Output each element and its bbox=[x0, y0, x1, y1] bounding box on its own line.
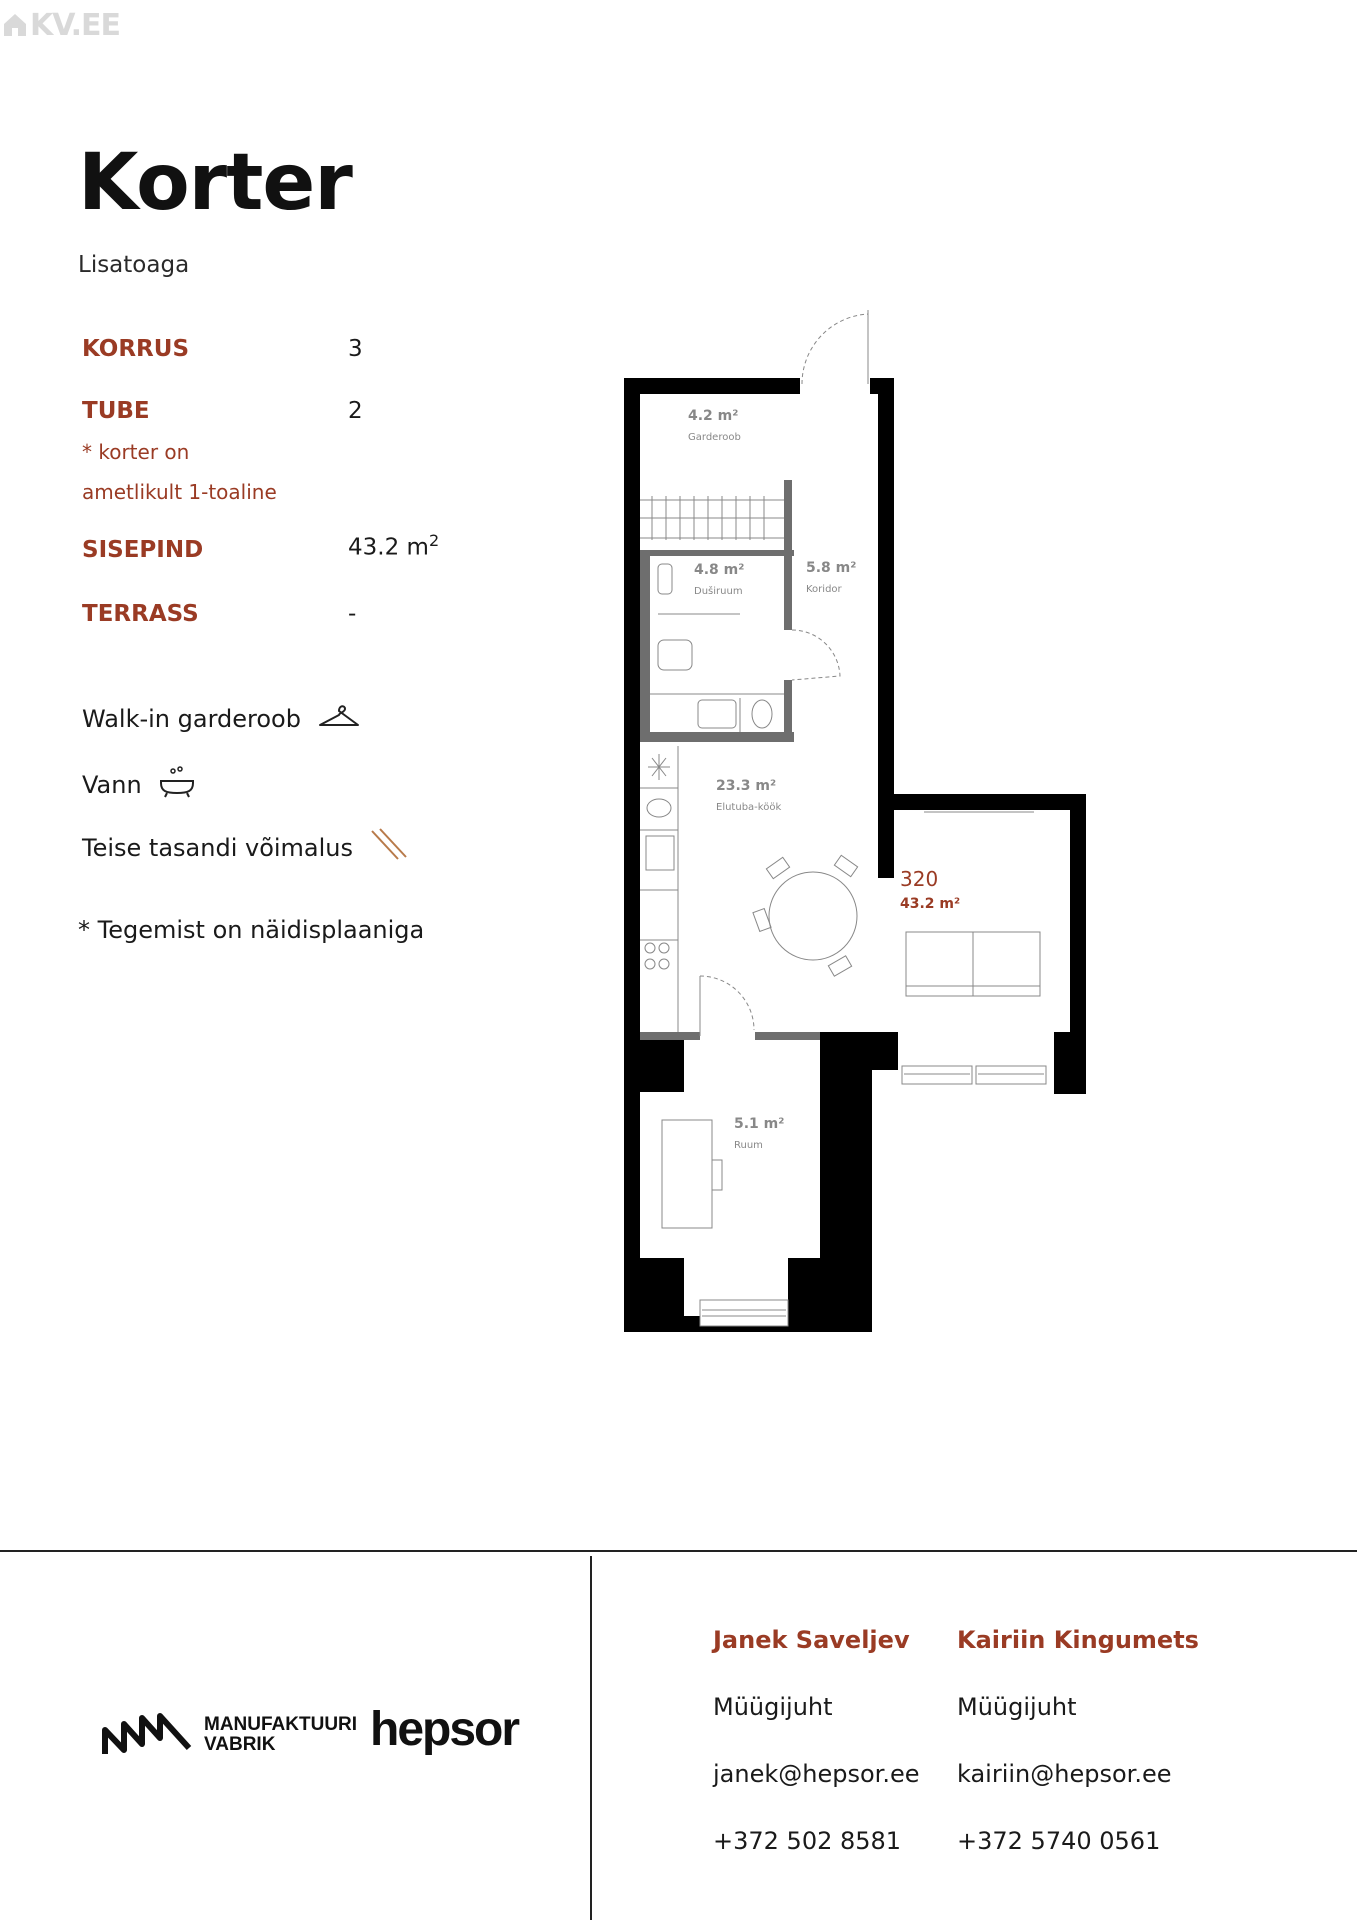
room-name-garderoob: Garderoob bbox=[688, 432, 741, 443]
contact-2-email[interactable]: kairiin@hepsor.ee bbox=[957, 1760, 1172, 1788]
tube-note-line-2: ametlikult 1-toaline bbox=[82, 480, 277, 504]
manufaktuuri-vabrik-logo bbox=[102, 1712, 357, 1758]
kv-ee-watermark bbox=[2, 8, 120, 46]
contact-2-phone[interactable]: +372 5740 0561 bbox=[957, 1827, 1161, 1855]
feature-teise-tasandi bbox=[82, 827, 409, 869]
apartment-number: 320 bbox=[900, 867, 939, 891]
house-icon bbox=[2, 11, 28, 46]
bath-wall-right-lower bbox=[784, 680, 792, 742]
sisepind-superscript: 2 bbox=[428, 531, 440, 550]
spec-value-korrus: 3 bbox=[348, 336, 363, 362]
stairs-lines-icon bbox=[369, 827, 409, 869]
tube-note-line-1: * korter on bbox=[82, 440, 190, 464]
spec-value-terrass: - bbox=[348, 601, 357, 627]
wall-top-left bbox=[624, 378, 800, 394]
apartment-area: 43.2 m² bbox=[900, 896, 961, 912]
feature-label-walk-in: Walk-in garderoob bbox=[82, 705, 301, 733]
page-title: Korter bbox=[78, 138, 352, 228]
ruum-wall-top bbox=[755, 1032, 820, 1040]
feature-label-vann: Vann bbox=[82, 771, 142, 799]
room-area-ruum: 5.1 m² bbox=[734, 1116, 785, 1132]
sample-plan-note: * Tegemist on näidisplaaniga bbox=[78, 916, 425, 944]
wall-left-lower-corner bbox=[624, 1032, 684, 1092]
spec-label-sisepind: SISEPIND bbox=[82, 537, 204, 563]
bath-wall-top bbox=[640, 550, 794, 556]
spec-value-tube: 2 bbox=[348, 398, 363, 424]
hanger-icon bbox=[317, 701, 361, 737]
room-name-koridor: Koridor bbox=[806, 584, 842, 595]
contact-2-role: Müügijuht bbox=[957, 1693, 1077, 1721]
watermark-text: KV.EE bbox=[30, 8, 120, 43]
contact-1-name: Janek Saveljev bbox=[713, 1626, 910, 1654]
ruum-wall-top-left bbox=[640, 1032, 700, 1040]
logo-line-1: MANUFAKTUURI bbox=[204, 1714, 358, 1735]
sisepind-value: 43.2 m bbox=[348, 534, 429, 561]
spec-label-terrass: TERRASS bbox=[82, 601, 199, 627]
logo-line-2: VABRIK bbox=[204, 1734, 276, 1755]
room-area-elutuba: 23.3 m² bbox=[716, 778, 777, 794]
room-area-garderoob: 4.2 m² bbox=[688, 408, 739, 424]
room-name-dusiruum: Duširuum bbox=[694, 586, 743, 597]
footer-divider bbox=[0, 1550, 1357, 1552]
bath-wall-left bbox=[640, 552, 650, 742]
bathtub-icon bbox=[158, 765, 196, 805]
room-area-koridor: 5.8 m² bbox=[806, 560, 857, 576]
feature-label-teise-tasandi: Teise tasandi võimalus bbox=[82, 834, 354, 862]
spec-value-sisepind bbox=[348, 531, 439, 561]
feature-vann bbox=[82, 765, 196, 805]
spec-label-tube: TUBE bbox=[82, 398, 150, 424]
contact-2-name: Kairiin Kingumets bbox=[957, 1626, 1199, 1654]
wall-top-living bbox=[878, 794, 1086, 810]
room-name-ruum: Ruum bbox=[734, 1140, 763, 1151]
spec-label-korrus: KORRUS bbox=[82, 336, 190, 362]
manufaktuuri-logo-mark-icon bbox=[102, 1712, 192, 1758]
wall-left bbox=[624, 378, 640, 1331]
contact-1-email[interactable]: janek@hepsor.ee bbox=[713, 1760, 920, 1788]
contact-1-phone[interactable]: +372 502 8581 bbox=[713, 1827, 902, 1855]
footer-vertical-divider bbox=[590, 1556, 592, 1920]
room-name-elutuba: Elutuba-köök bbox=[716, 802, 782, 813]
page-subtitle: Lisatoaga bbox=[78, 252, 190, 278]
floor-plan bbox=[600, 300, 1100, 1340]
room-area-dusiruum: 4.8 m² bbox=[694, 562, 745, 578]
hepsor-logo: hepsor bbox=[370, 1703, 519, 1756]
bath-wall-bottom bbox=[640, 732, 794, 742]
feature-walk-in bbox=[82, 701, 361, 737]
wall-living-corner bbox=[1054, 1032, 1086, 1094]
contact-1-role: Müügijuht bbox=[713, 1693, 833, 1721]
